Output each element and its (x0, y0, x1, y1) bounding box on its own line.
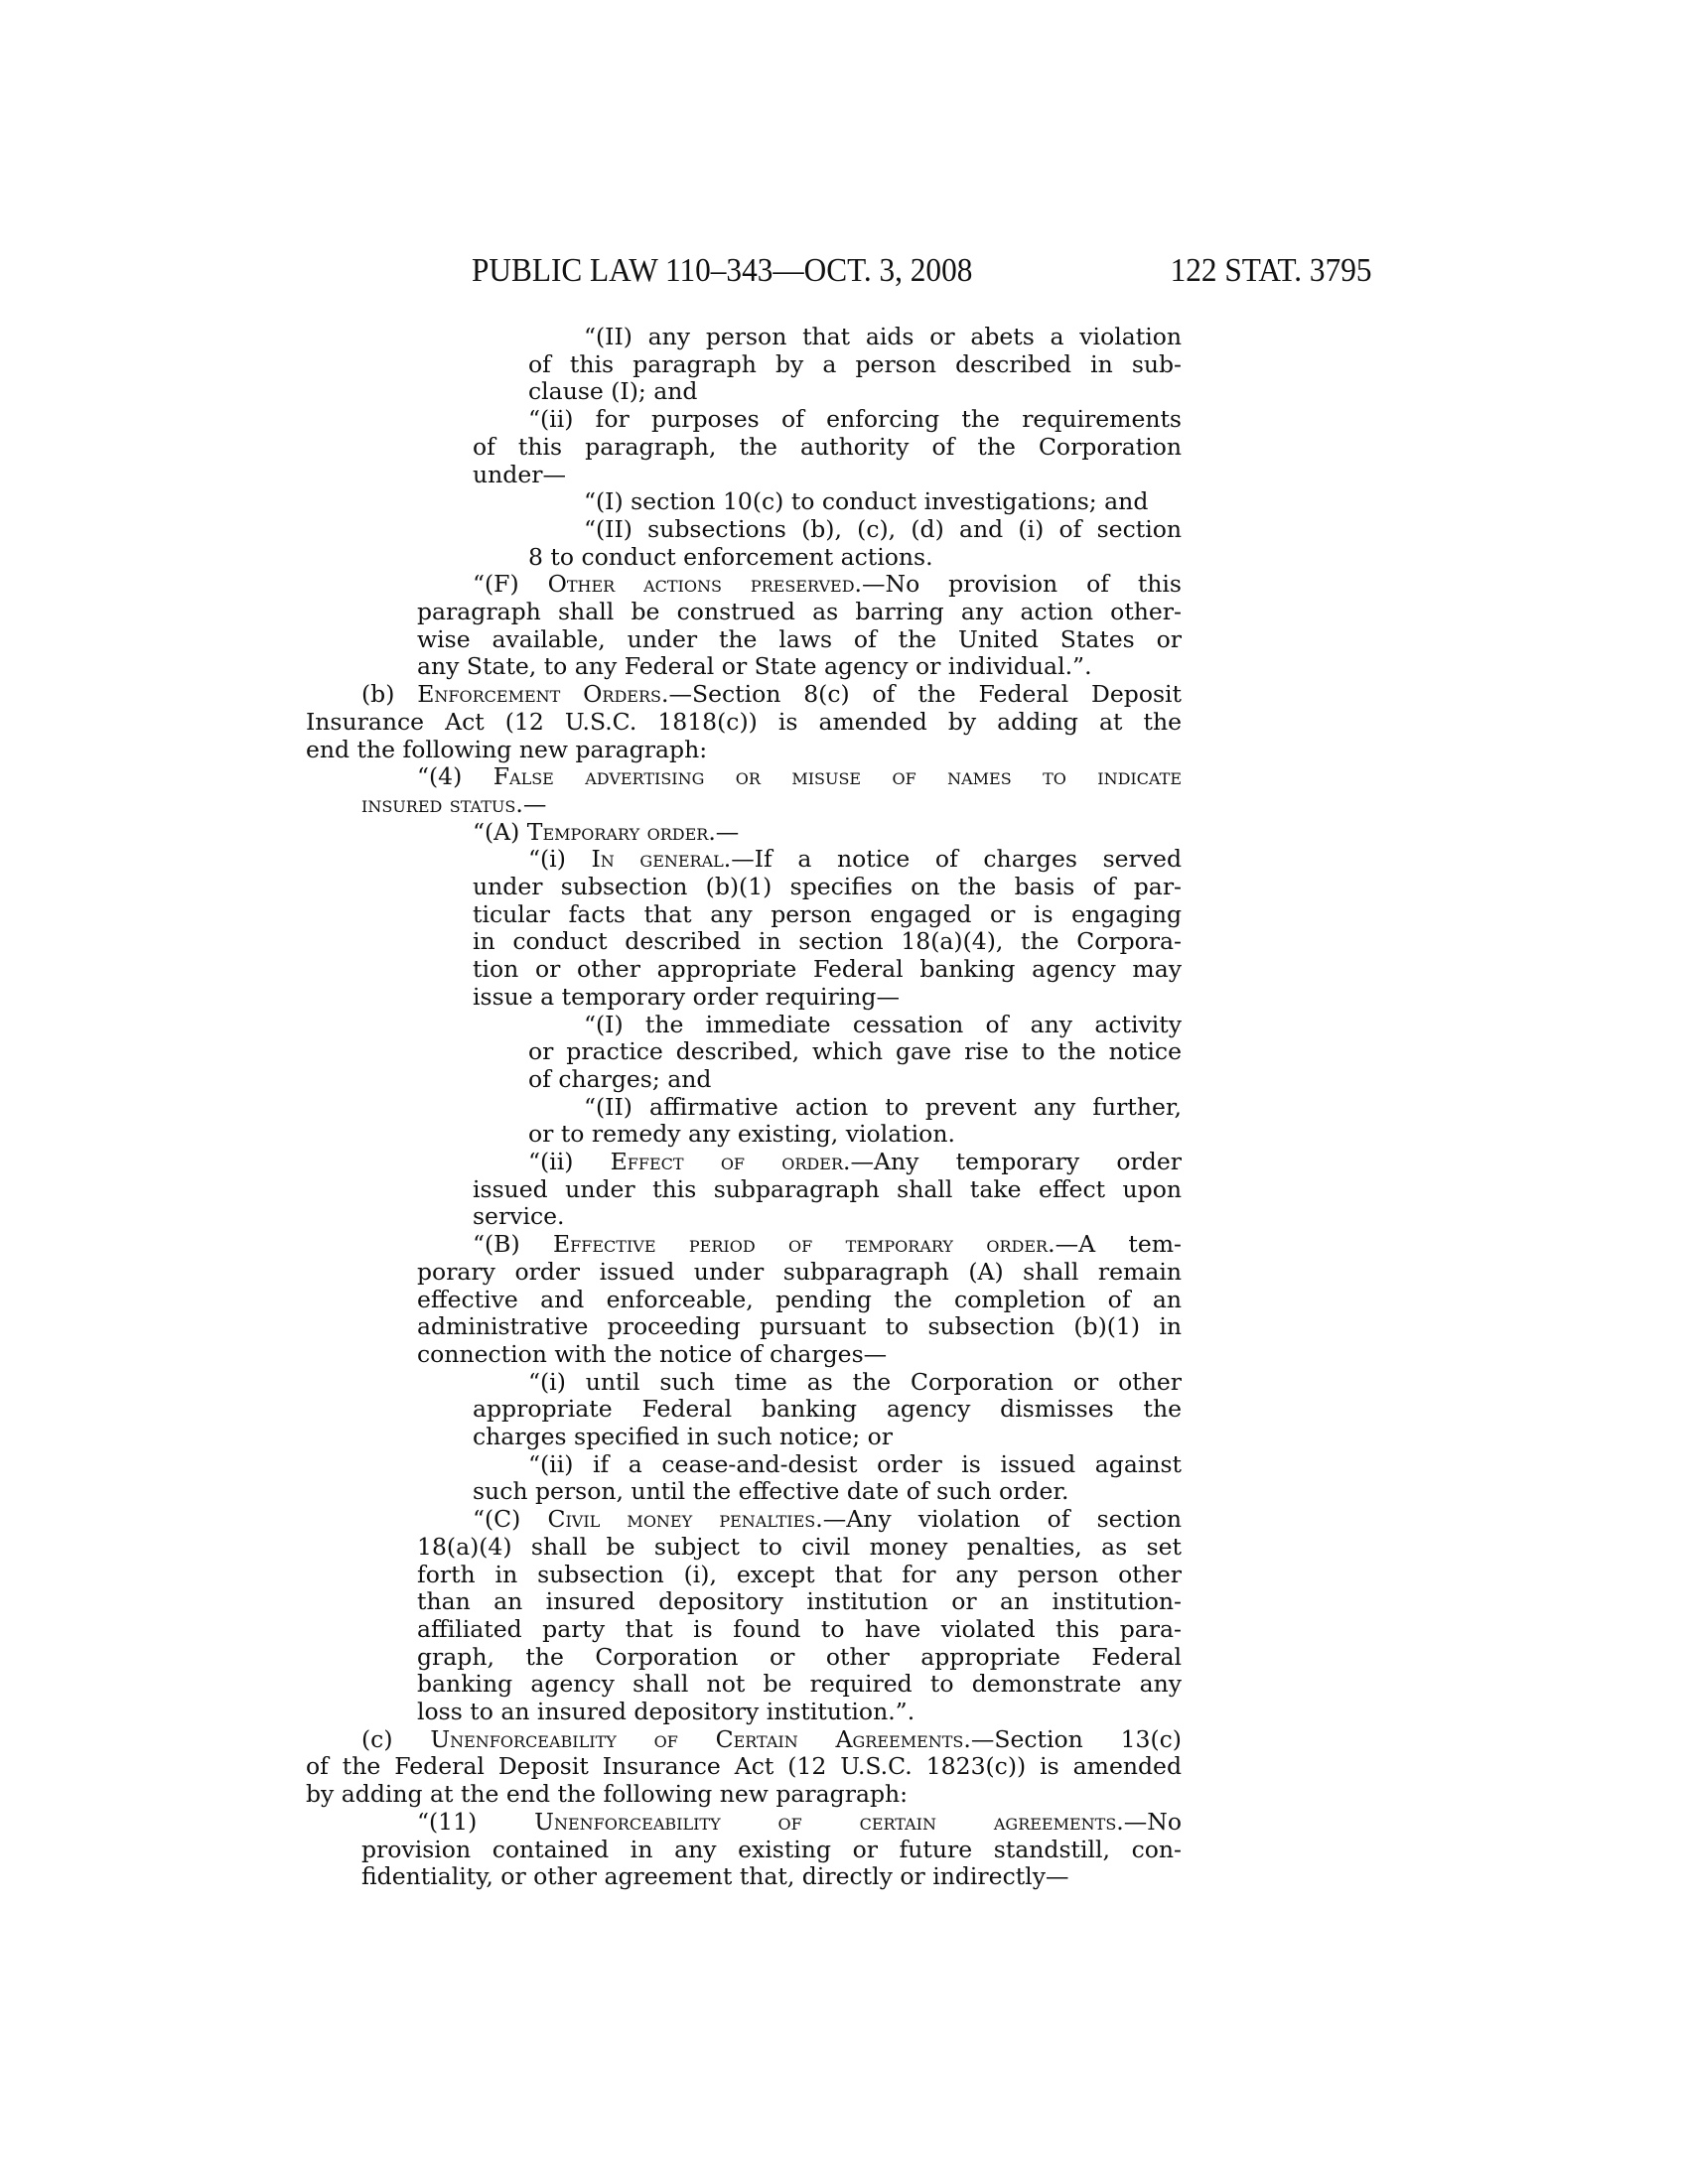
text-line (417, 1809, 1182, 1837)
text-line: in conduct described in section 18(a)(4), the Corpora- (473, 927, 1182, 956)
text-segment: (c) (361, 1724, 431, 1753)
text-line: banking agency shall not be required to demonstrate any (417, 1670, 1182, 1699)
text-line: such person, until the effective date of such order. (473, 1477, 1069, 1506)
text-segment: “(11) (417, 1807, 535, 1836)
section-heading: Civil money penalties (547, 1505, 816, 1534)
text-segment: “(C) (473, 1505, 548, 1534)
text-line (528, 846, 1182, 874)
text-line: provision contained in any existing or future standstill, con- (361, 1835, 1182, 1863)
section-heading: Effective period of temporary order (553, 1230, 1049, 1259)
text-line: any State, to any Federal or State agency or individual.”. (417, 652, 1092, 681)
text-line: “(II) subsections (b), (c), (d) and (i) of section (584, 514, 1182, 543)
text-segment: .—Section 13(c) (963, 1724, 1182, 1753)
text-line: “(I) the immediate cessation of any activity (584, 1010, 1182, 1038)
text-line: 18(a)(4) shall be subject to civil money penalties, as set (417, 1532, 1182, 1561)
text-line (361, 681, 1182, 709)
text-segment: “(A) (473, 817, 527, 846)
text-line: of the Federal Deposit Insurance Act (12 U.S.C. 1823(c)) is amended (306, 1752, 1182, 1781)
text-line (417, 763, 1182, 791)
text-line: Insurance Act (12 U.S.C. 1818(c)) is amended by adding at the (306, 707, 1182, 736)
text-line: service. (473, 1202, 565, 1231)
text-line (361, 791, 1182, 819)
text-line: connection with the notice of charges— (417, 1339, 888, 1368)
text-line: effective and enforceable, pending the completion of an (417, 1285, 1182, 1313)
text-line: or practice described, which gave rise to the notice (528, 1037, 1182, 1066)
text-line: graph, the Corporation or other appropriate Federal (417, 1642, 1182, 1671)
section-heading: Effect of order (610, 1148, 843, 1175)
section-heading: Other actions preserved (547, 570, 855, 599)
section-heading: In general (591, 845, 724, 874)
text-line: issue a temporary order requiring— (473, 982, 900, 1011)
text-line (473, 819, 1182, 847)
text-line: issued under this subparagraph shall take effect upon (473, 1174, 1182, 1203)
text-line: by adding at the end the following new paragraph: (306, 1780, 909, 1809)
text-line: affiliated party that is found to have violated this para- (417, 1614, 1182, 1643)
text-segment: (b) (361, 680, 418, 709)
text-line: “(i) until such time as the Corporation or other (528, 1367, 1182, 1396)
text-line: of this paragraph by a person described in sub- (528, 349, 1182, 378)
text-line: ticular facts that any person engaged or is engaging (473, 899, 1182, 928)
text-line: fidentiality, or other agreement that, directly or indirectly— (361, 1862, 1069, 1891)
text-line (361, 1726, 1182, 1754)
text-line: or to remedy any existing, violation. (528, 1120, 955, 1149)
section-heading: Unenforceability of certain agreements (534, 1807, 1117, 1836)
text-segment: .—Any violation of section (815, 1505, 1182, 1534)
text-line: loss to an insured depository institution.”. (417, 1698, 915, 1725)
text-segment: .—Section 8(c) of the Federal Deposit (661, 680, 1183, 709)
text-line: “(ii) if a cease-and-desist order is issued against (528, 1449, 1182, 1478)
text-line: “(I) section 10(c) to conduct investigations; and (584, 487, 1149, 516)
text-segment: “(4) (417, 762, 493, 791)
text-line (473, 1231, 1182, 1259)
text-segment: .—If a notice of charges served (723, 845, 1182, 874)
text-segment: “(ii) (528, 1148, 611, 1175)
text-segment: “(B) (473, 1230, 554, 1259)
text-segment: .— (515, 789, 547, 818)
text-line: “(II) affirmative action to prevent any further, (584, 1092, 1182, 1121)
text-line: paragraph shall be construed as barring any action other- (417, 598, 1182, 625)
text-line (528, 1149, 1182, 1176)
text-segment: “(i) (528, 845, 592, 874)
text-line: 8 to conduct enforcement actions. (528, 542, 933, 571)
text-segment: .—No provision of this (854, 570, 1182, 599)
text-line: under— (473, 460, 566, 488)
text-line: clause (I); and (528, 377, 698, 406)
running-header-page-number: 122 STAT. 3795 (1170, 252, 1371, 289)
text-line: of charges; and (528, 1064, 712, 1093)
text-line: charges specified in such notice; or (473, 1423, 893, 1450)
text-segment: .—No (1116, 1807, 1182, 1836)
section-heading: insured status (361, 789, 516, 818)
text-line (473, 1506, 1182, 1534)
text-line: end the following new paragraph: (306, 735, 708, 763)
text-line: forth in subsection (i), except that for any person other (417, 1560, 1182, 1588)
text-line: than an insured depository institution or an institution- (417, 1587, 1182, 1616)
text-line: administrative proceeding pursuant to subsection (b)(1) in (417, 1312, 1182, 1341)
text-line: “(ii) for purposes of enforcing the requirements (528, 405, 1182, 434)
text-line: “(II) any person that aids or abets a violation (584, 323, 1182, 350)
section-heading: Enforcement Orders (417, 680, 661, 709)
text-line: wise available, under the laws of the United States or (417, 624, 1182, 653)
text-segment: .—Any temporary order (843, 1148, 1182, 1175)
section-heading: False advertising or misuse of names to indicate (492, 762, 1182, 791)
running-header-title: PUBLIC LAW 110–343—OCT. 3, 2008 (472, 252, 973, 289)
text-line: porary order issued under subparagraph (A) shall remain (417, 1257, 1182, 1286)
text-segment: .— (708, 817, 740, 846)
text-line: appropriate Federal banking agency dismisses the (473, 1395, 1182, 1424)
section-heading: Unenforceability of Certain Agreements (430, 1724, 964, 1753)
text-line: under subsection (b)(1) specifies on the basis of par- (473, 873, 1182, 900)
text-line: tion or other appropriate Federal banking agency may (473, 955, 1182, 984)
text-line: of this paragraph, the authority of the Corporation (473, 432, 1182, 461)
section-heading: Temporary order (526, 817, 709, 846)
text-segment: “(F) (473, 570, 548, 599)
text-line (473, 571, 1182, 599)
text-segment: .—A tem- (1048, 1230, 1182, 1259)
